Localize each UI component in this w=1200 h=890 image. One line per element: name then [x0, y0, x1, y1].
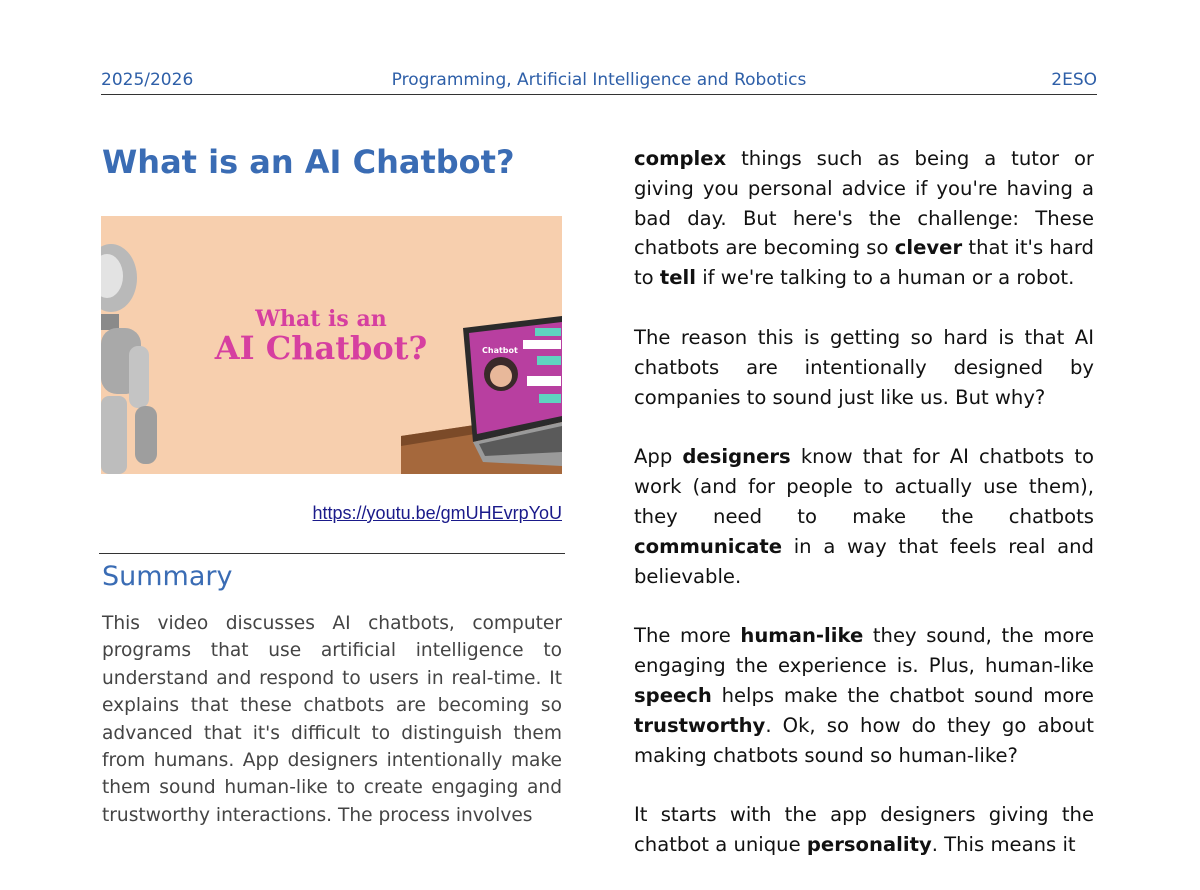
- summary-heading: Summary: [102, 561, 233, 592]
- header-grade: 2ESO: [1051, 70, 1097, 90]
- page-title: What is an AI Chatbot?: [102, 143, 515, 181]
- bold-term: human-like: [740, 624, 864, 648]
- thumbnail-title-line1: What is an: [255, 306, 387, 332]
- body-paragraph: App designers know that for AI chatbots to work (and for people to actually use them), they need to make the chatbots communicate in a way that feels real and believable.: [634, 445, 1094, 588]
- header-course: Programming, Artificial Intelligence and Robotics: [391, 70, 807, 90]
- thumbnail-title-line2: AI Chatbot?: [214, 329, 428, 367]
- bold-term: clever: [894, 236, 963, 260]
- bold-term: tell: [659, 266, 696, 290]
- bold-term: designers: [682, 445, 791, 469]
- bold-term: complex: [634, 147, 727, 170]
- thumbnail-screen-label: Chatbot: [482, 346, 518, 355]
- page-header: [101, 70, 1097, 95]
- summary-text: This video discusses AI chatbots, computer programs that use artificial intelligence to understand and respond to users in real-time. It explains that these chatbots are becoming so advanced that it's difficult to distinguish them from humans. App designers intentionally make them sound human-like to create engaging and trustworthy interactions. The process involves: [102, 613, 562, 826]
- section-divider: [99, 553, 565, 554]
- bold-term: personality: [806, 833, 932, 857]
- body-column: [634, 144, 1094, 890]
- bold-term: speech: [634, 683, 712, 707]
- body-paragraph: It starts with the app designers giving the chatbot a unique personality. This means it: [634, 803, 1094, 857]
- video-thumbnail[interactable]: [101, 216, 562, 474]
- body-paragraph: The reason this is getting so hard is that AI chatbots are intentionally designed by companies to sound just like us. But why?: [634, 325, 1094, 409]
- bold-term: trustworthy: [634, 713, 766, 737]
- body-paragraph: complex things such as being a tutor or giving you personal advice if you're having a bad day. But here's the challenge: These chatbots are becoming so clever that it's hard to tell if we're talking to a human or a robot.: [634, 147, 1094, 290]
- header-year: 2025/2026: [101, 70, 194, 90]
- body-paragraph: The more human-like they sound, the more engaging the experience is. Plus, human-like speech helps make the chatbot sound more trustworthy. Ok, so how do they go about making chatbots sound so human-like?: [634, 624, 1095, 767]
- video-link[interactable]: https://youtu.be/gmUHEvrpYoU: [312, 503, 562, 523]
- bold-term: communicate: [634, 534, 783, 558]
